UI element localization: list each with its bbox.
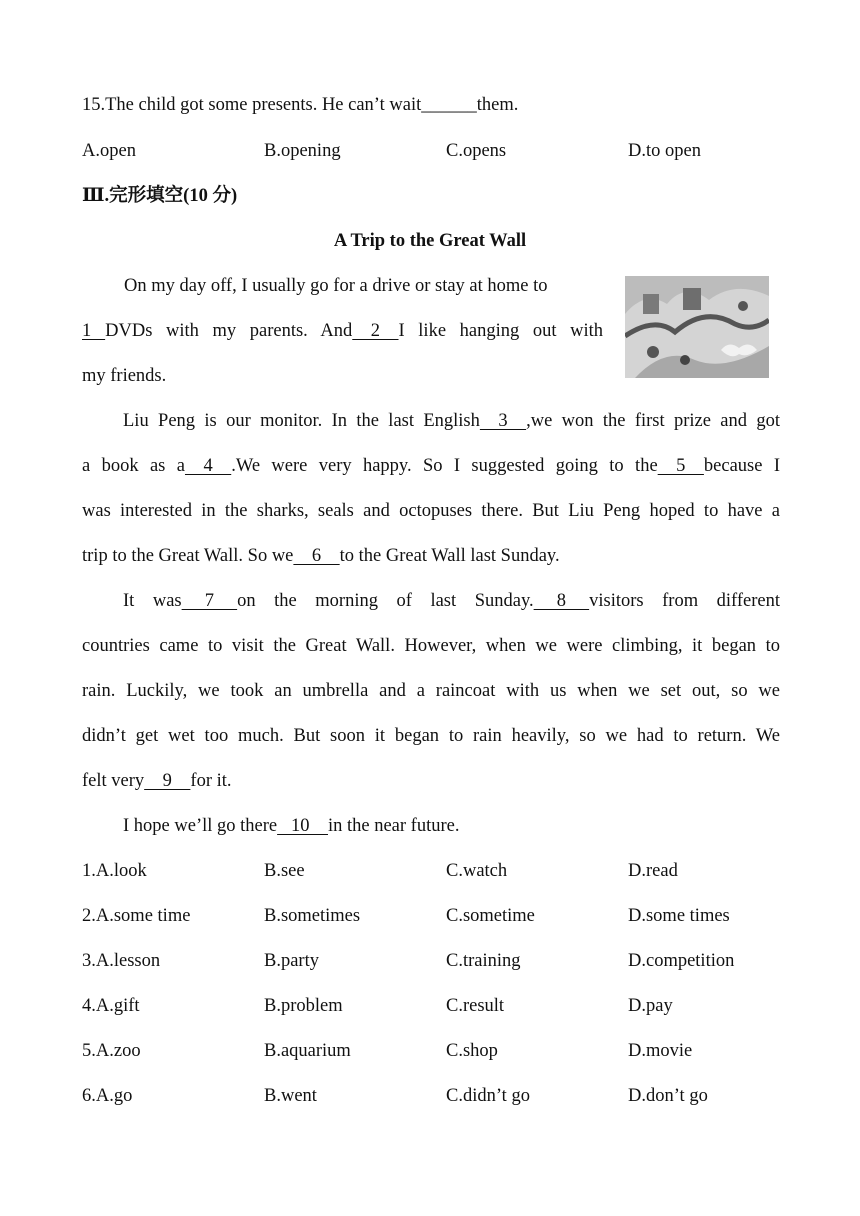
passage-title: A Trip to the Great Wall [333, 231, 527, 251]
option-a: A.open [82, 141, 136, 161]
blank-10: 10 [277, 816, 328, 836]
p1-line-2-text-a: DVDs with my parents. And [105, 321, 353, 341]
blank-1: 1 [82, 321, 106, 341]
option-a: 4.A.gift [82, 996, 140, 1016]
p4-line-1 [123, 817, 459, 836]
p4-line-1-text-a: I hope we’ll go there [123, 816, 278, 836]
option-d: D.some times [628, 906, 730, 926]
option-c: C.didn’t go [446, 1086, 530, 1106]
question-3-options [82, 952, 822, 976]
p3-line-1-text-c: visitors from different [589, 591, 780, 611]
p3-line-5-text-b: for it. [190, 771, 232, 791]
option-d: D.movie [628, 1041, 693, 1061]
p2-line-2-text-b: .We were very happy. So I suggested going to the [231, 456, 658, 476]
option-c: C.sometime [446, 906, 535, 926]
option-a: 2.A.some time [82, 906, 191, 926]
q15-stem-after: them. [476, 95, 519, 115]
blank-4: 4 [184, 456, 232, 476]
p3-line-5-text-a: felt very [82, 771, 145, 791]
option-c: C.training [446, 951, 521, 971]
question-4-options [82, 997, 822, 1021]
option-c: C.opens [446, 141, 507, 161]
p2-line-2-text-a: a book as a [82, 456, 185, 476]
option-b: B.sometimes [264, 906, 361, 926]
option-d: D.don’t go [628, 1086, 708, 1106]
option-a: 5.A.zoo [82, 1041, 141, 1061]
option-c: C.result [446, 996, 505, 1016]
option-a: 3.A.lesson [82, 951, 161, 971]
option-b: B.party [264, 951, 319, 971]
q15-stem-before: 15.The child got some presents. He can’t wait [82, 95, 422, 115]
p1-line-2-text-b: I like hanging out with [398, 321, 603, 341]
option-b: B.problem [264, 996, 343, 1016]
blank-7: 7 [181, 591, 238, 611]
question-5-options [82, 1042, 822, 1066]
q15-blank: ______ [421, 95, 477, 115]
great-wall-illustration [625, 276, 769, 378]
option-a: 1.A.look [82, 861, 147, 881]
blank-6: 6 [293, 546, 340, 566]
p2-line-4-text-b: to the Great Wall last Sunday. [339, 546, 560, 566]
p3-line-3: rain. Luckily, we took an umbrella and a raincoat with us when we set out, so we [82, 681, 780, 701]
question-15-options [82, 142, 822, 166]
option-b: B.went [264, 1086, 317, 1106]
section-heading: Ⅲ.完形填空(10 分) [82, 186, 238, 206]
blank-3: 3 [479, 411, 527, 431]
p2-line-4 [82, 547, 560, 566]
p2-line-3: was interested in the sharks, seals and octopuses there. But Liu Peng hoped to have a [82, 501, 780, 521]
p3-line-4: didn’t get wet too much. But soon it began to rain heavily, so we had to return. We [82, 726, 780, 746]
p2-line-4-text-a: trip to the Great Wall. So we [82, 546, 294, 566]
question-2-options [82, 907, 822, 931]
p2-line-1-text-a: Liu Peng is our monitor. In the last English [123, 411, 480, 431]
p2-line-1 [123, 412, 780, 431]
option-c: C.shop [446, 1041, 498, 1061]
p1-line-1: On my day off, I usually go for a drive or stay at home to [124, 276, 548, 296]
p3-line-5 [82, 772, 232, 791]
option-d: D.pay [628, 996, 673, 1016]
option-d: D.to open [628, 141, 701, 161]
p3-line-1 [123, 592, 780, 611]
option-a: 6.A.go [82, 1086, 133, 1106]
option-b: B.opening [264, 141, 341, 161]
p3-line-1-text-b: on the morning of last Sunday. [237, 591, 534, 611]
option-d: D.competition [628, 951, 735, 971]
question-1-options [82, 862, 822, 886]
blank-2: 2 [352, 321, 399, 341]
blank-8: 8 [533, 591, 590, 611]
p3-line-2: countries came to visit the Great Wall. However, when we were climbing, it began to [82, 636, 780, 656]
option-d: D.read [628, 861, 678, 881]
p1-line-2 [82, 322, 603, 341]
question-6-options [82, 1087, 822, 1111]
option-c: C.watch [446, 861, 508, 881]
p2-line-2-text-c: because I [703, 456, 780, 476]
blank-9: 9 [144, 771, 191, 791]
p2-line-1-text-b: ,we won the first prize and got [526, 411, 780, 431]
p3-line-1-text-a: It was [123, 591, 182, 611]
p1-line-3: my friends. [82, 366, 167, 386]
option-b: B.aquarium [264, 1041, 351, 1061]
p4-line-1-text-b: in the near future. [327, 816, 460, 836]
p2-line-2 [82, 457, 780, 476]
blank-5: 5 [657, 456, 704, 476]
question-15-stem [82, 96, 518, 115]
option-b: B.see [264, 861, 305, 881]
